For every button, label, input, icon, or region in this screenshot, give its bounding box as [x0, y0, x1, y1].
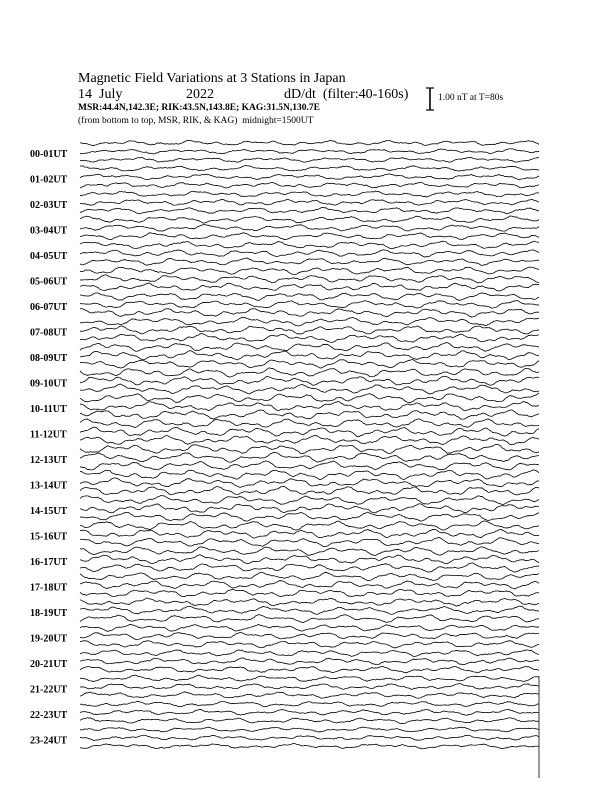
- trace-RIK-06-07UT: [80, 301, 539, 309]
- trace-KAG-07-08UT: [80, 317, 539, 326]
- trace-MSR-11-12UT: [80, 435, 539, 444]
- trace-MSR-13-14UT: [80, 486, 539, 494]
- hour-label-15-16UT: 15-16UT: [30, 531, 68, 543]
- trace-MSR-04-05UT: [80, 258, 539, 265]
- trace-RIK-01-02UT: [80, 174, 539, 180]
- hour-label-05-06UT: 05-06UT: [30, 276, 68, 288]
- hour-label-00-01UT: 00-01UT: [30, 149, 68, 160]
- hour-label-23-24UT: 23-24UT: [30, 735, 68, 747]
- trace-MSR-23-24UT: [80, 743, 539, 748]
- hour-label-02-03UT: 02-03UT: [30, 200, 68, 211]
- trace-MSR-03-04UT: [80, 233, 539, 240]
- trace-MSR-16-17UT: [80, 563, 539, 572]
- trace-KAG-16-17UT: [80, 547, 539, 556]
- trace-RIK-12-13UT: [80, 452, 539, 462]
- trace-MSR-07-08UT: [80, 334, 539, 343]
- hour-label-20-21UT: 20-21UT: [30, 659, 68, 670]
- trace-KAG-20-21UT: [80, 650, 539, 657]
- hour-label-06-07UT: 06-07UT: [30, 302, 68, 313]
- trace-RIK-11-12UT: [80, 427, 539, 437]
- trace-RIK-03-04UT: [80, 225, 539, 232]
- hour-label-07-08UT: 07-08UT: [30, 327, 68, 339]
- trace-KAG-01-02UT: [80, 166, 539, 172]
- trace-KAG-09-10UT: [80, 368, 539, 377]
- trace-RIK-00-01UT: [80, 149, 539, 154]
- trace-RIK-13-14UT: [80, 478, 539, 488]
- trace-RIK-07-08UT: [80, 326, 539, 334]
- hour-label-21-22UT: 21-22UT: [30, 684, 68, 696]
- trace-MSR-00-01UT: [80, 157, 539, 162]
- trace-KAG-15-16UT: [80, 521, 539, 530]
- trace-RIK-21-22UT: [80, 684, 539, 690]
- trace-KAG-18-19UT: [80, 598, 539, 606]
- trace-MSR-08-09UT: [80, 360, 539, 369]
- trace-MSR-17-18UT: [80, 589, 539, 597]
- trace-KAG-13-14UT: [80, 470, 539, 480]
- hour-label-14-15UT: 14-15UT: [30, 506, 68, 517]
- trace-MSR-21-22UT: [80, 692, 539, 698]
- hour-label-11-12UT: 11-12UT: [30, 429, 67, 441]
- trace-KAG-12-13UT: [80, 444, 539, 453]
- trace-MSR-06-07UT: [80, 309, 539, 318]
- trace-KAG-11-12UT: [80, 419, 539, 428]
- station-traces: [80, 140, 539, 749]
- trace-KAG-19-20UT: [80, 624, 539, 631]
- trace-RIK-02-03UT: [80, 199, 539, 205]
- hour-label-08-09UT: 08-09UT: [30, 353, 68, 364]
- trace-RIK-10-11UT: [80, 401, 539, 410]
- scale-bar-label: 1.00 nT at T=80s: [438, 93, 504, 103]
- hour-label-04-05UT: 04-05UT: [30, 251, 68, 262]
- trace-KAG-03-04UT: [80, 216, 539, 223]
- component-label: dD/dt (filter:40-160s): [284, 87, 409, 102]
- trace-KAG-02-03UT: [80, 191, 539, 197]
- trace-RIK-23-24UT: [80, 735, 539, 740]
- trace-KAG-22-23UT: [80, 701, 539, 706]
- trace-KAG-08-09UT: [80, 343, 539, 352]
- trace-MSR-09-10UT: [80, 384, 539, 394]
- hour-label-10-11UT: 10-11UT: [30, 404, 67, 415]
- trace-KAG-00-01UT: [80, 140, 539, 145]
- trace-KAG-06-07UT: [80, 293, 539, 301]
- trace-RIK-19-20UT: [80, 632, 539, 639]
- trace-RIK-17-18UT: [80, 581, 539, 589]
- trace-MSR-18-19UT: [80, 615, 539, 623]
- trace-RIK-09-10UT: [80, 376, 539, 385]
- trace-MSR-14-15UT: [80, 512, 539, 521]
- trace-RIK-16-17UT: [80, 555, 539, 564]
- hour-label-01-02UT: 01-02UT: [30, 174, 68, 186]
- chart-title: Magnetic Field Variations at 3 Stations in Japan: [78, 71, 346, 86]
- trace-RIK-22-23UT: [80, 709, 539, 715]
- trace-KAG-23-24UT: [80, 727, 539, 732]
- trace-MSR-19-20UT: [80, 641, 539, 648]
- trace-RIK-04-05UT: [80, 250, 539, 257]
- hour-label-09-10UT: 09-10UT: [30, 378, 68, 390]
- trace-RIK-15-16UT: [80, 529, 539, 538]
- trace-RIK-20-21UT: [80, 658, 539, 665]
- trace-KAG-04-05UT: [80, 241, 539, 248]
- trace-MSR-15-16UT: [80, 537, 539, 546]
- trace-MSR-02-03UT: [80, 207, 539, 213]
- station-order-note: (from bottom to top, MSR, RIK, & KAG) midnight=1500UT: [78, 116, 314, 126]
- hour-label-17-18UT: 17-18UT: [30, 582, 68, 594]
- hour-label-16-17UT: 16-17UT: [30, 557, 68, 568]
- trace-KAG-14-15UT: [80, 496, 539, 505]
- hour-label-13-14UT: 13-14UT: [30, 480, 68, 492]
- trace-MSR-01-02UT: [80, 182, 539, 188]
- hour-label-12-13UT: 12-13UT: [30, 455, 68, 466]
- trace-KAG-17-18UT: [80, 572, 539, 580]
- trace-MSR-12-13UT: [80, 461, 539, 470]
- hour-label-18-19UT: 18-19UT: [30, 608, 68, 619]
- date-label: 14 July: [78, 87, 123, 102]
- hour-labels: [30, 149, 68, 747]
- trace-MSR-22-23UT: [80, 718, 539, 724]
- trace-RIK-05-06UT: [80, 275, 539, 283]
- year-label: 2022: [186, 87, 214, 102]
- trace-MSR-20-21UT: [80, 667, 539, 673]
- trace-KAG-05-06UT: [80, 267, 539, 275]
- trace-MSR-10-11UT: [80, 410, 539, 419]
- hour-label-22-23UT: 22-23UT: [30, 710, 68, 721]
- trace-RIK-14-15UT: [80, 504, 539, 513]
- trace-RIK-08-09UT: [80, 351, 539, 360]
- hour-label-19-20UT: 19-20UT: [30, 633, 68, 645]
- hour-label-03-04UT: 03-04UT: [30, 225, 68, 237]
- trace-KAG-21-22UT: [80, 675, 539, 681]
- station-coordinates: MSR:44.4N,142.3E; RIK:43.5N,143.8E; KAG:31.5N,130.7E: [78, 103, 320, 113]
- trace-MSR-05-06UT: [80, 283, 539, 291]
- trace-RIK-18-19UT: [80, 606, 539, 614]
